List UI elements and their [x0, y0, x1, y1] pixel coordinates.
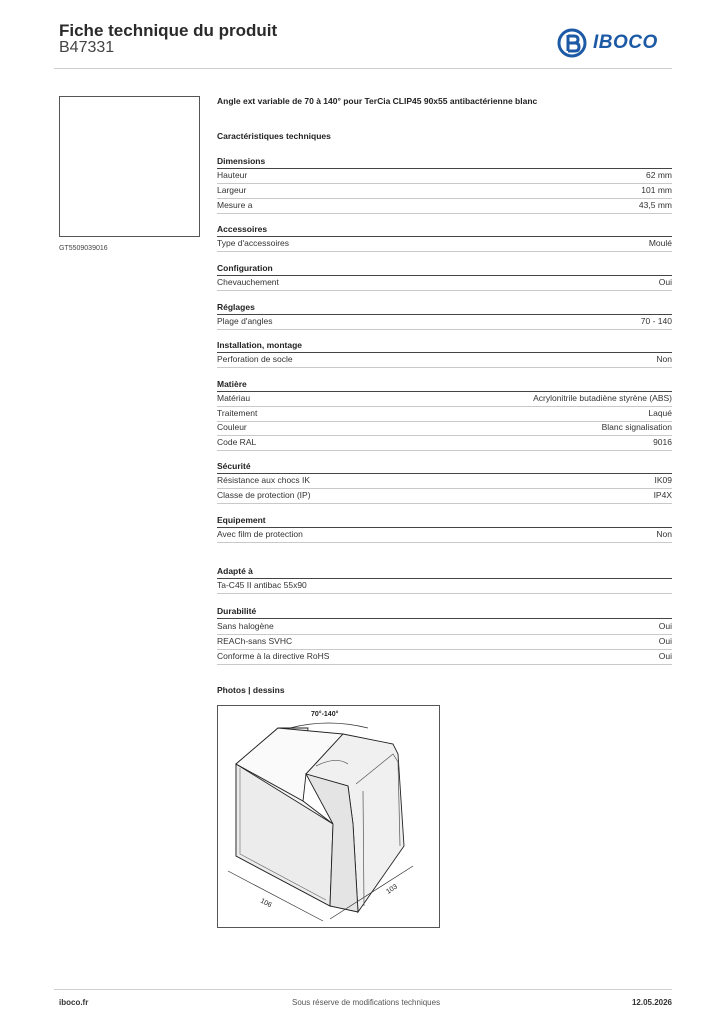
- section-configuration: Configuration: [217, 262, 672, 276]
- section-accessoires: Accessoires: [217, 223, 672, 237]
- photos-title: Photos | dessins: [217, 685, 285, 695]
- spec-row: Conforme à la directive RoHS Oui: [217, 650, 672, 665]
- spec-row: Mesure a 43,5 mm: [217, 199, 672, 214]
- spec-row: Type d'accessoires Moulé: [217, 237, 672, 252]
- header-divider: [54, 68, 672, 69]
- product-reference: B47331: [59, 39, 115, 56]
- spec-row: Classe de protection (IP) IP4X: [217, 489, 672, 504]
- brand-logo[interactable]: [557, 28, 658, 58]
- section-securite: Sécurité: [217, 460, 672, 474]
- section-adapte: Adapté à: [217, 565, 672, 579]
- technical-drawing: [217, 705, 440, 928]
- spec-row: Avec film de protection Non: [217, 528, 672, 543]
- spec-row: Résistance aux chocs IK IK09: [217, 474, 672, 489]
- spec-row: Largeur 101 mm: [217, 184, 672, 199]
- section-equipement: Equipement: [217, 514, 672, 528]
- gtin-code: GT5509039016: [59, 245, 108, 252]
- page-title: Fiche technique du produit: [59, 21, 278, 40]
- corner-drawing: [218, 706, 439, 927]
- product-image: [59, 96, 200, 237]
- spec-row: Perforation de socle Non: [217, 353, 672, 368]
- spec-row: Matériau Acrylonitrile butadiène styrène (ABS): [217, 392, 672, 407]
- footer-date: 12.05.2026: [631, 998, 672, 1007]
- section-durabilite: Durabilité: [217, 605, 672, 619]
- section-matiere: Matière: [217, 378, 672, 392]
- section-dimensions: Dimensions: [217, 155, 672, 169]
- spec-row: Sans halogène Oui: [217, 620, 672, 635]
- spec-row: Traitement Laqué: [217, 407, 672, 422]
- spec-row: Chevauchement Oui: [217, 276, 672, 291]
- dim-left-label: 106: [259, 897, 273, 910]
- spec-row: REACh-sans SVHC Oui: [217, 635, 672, 650]
- angle-label: 70°-140°: [311, 711, 339, 718]
- tech-specs-title: Caractéristiques techniques: [217, 131, 331, 141]
- spec-row: Plage d'angles 70 - 140: [217, 315, 672, 330]
- section-reglages: Réglages: [217, 301, 672, 315]
- iboco-logo-icon: [557, 28, 587, 58]
- footer-website-link[interactable]: iboco.fr: [59, 998, 89, 1007]
- spec-row: Code RAL 9016: [217, 436, 672, 451]
- spec-row: Couleur Blanc signalisation: [217, 421, 672, 436]
- logo-text: IBOCO: [593, 32, 658, 53]
- footer-divider: [54, 989, 672, 990]
- footer-notice: Sous réserve de modifications techniques: [292, 998, 441, 1007]
- spec-row: Ta-C45 II antibac 55x90: [217, 579, 672, 594]
- section-installation: Installation, montage: [217, 339, 672, 353]
- product-description: Angle ext variable de 70 à 140° pour TerCia CLIP45 90x55 antibactérienne blanc: [217, 96, 538, 106]
- spec-row: Hauteur 62 mm: [217, 169, 672, 184]
- dim-right-label: 103: [385, 883, 399, 896]
